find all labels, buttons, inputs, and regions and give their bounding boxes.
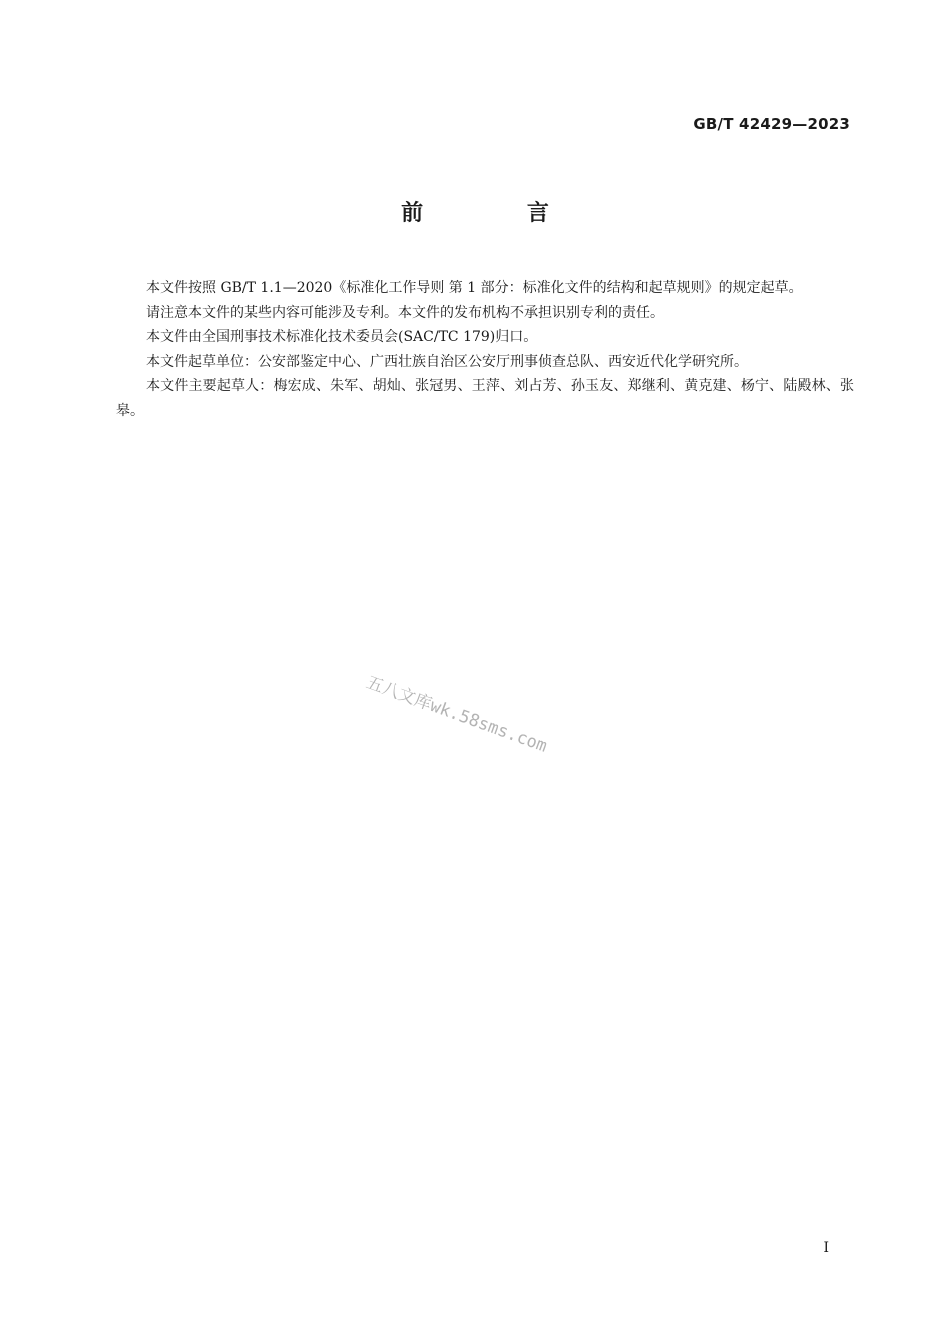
paragraph-patent-notice: 请注意本文件的某些内容可能涉及专利。本文件的发布机构不承担识别专利的责任。 <box>146 304 664 321</box>
foreword-body <box>116 276 854 423</box>
paragraph-drafting-rules: 本文件按照 GB/T 1.1—2020《标准化工作导则 第 1 部分：标准化文件的结构和起草规则》的规定起草。 <box>146 280 803 296</box>
paragraph-drafters: 本文件主要起草人：梅宏成、朱军、胡灿、张冠男、王萍、刘占芳、孙玉友、郑继利、黄克建、杨宁、陆殿林、张皋。 <box>116 378 854 419</box>
standard-number: GB/T 42429—2023 <box>693 115 850 133</box>
watermark: 五八文库wk.58sms.com <box>363 672 550 757</box>
page-number: I <box>823 1240 829 1256</box>
page-title: 前 言 <box>401 201 597 226</box>
paragraph-drafting-units: 本文件起草单位：公安部鉴定中心、广西壮族自治区公安厅刑事侦查总队、西安近代化学研究所。 <box>146 353 748 370</box>
paragraph-committee: 本文件由全国刑事技术标准化技术委员会(SAC/TC 179)归口。 <box>146 329 538 345</box>
